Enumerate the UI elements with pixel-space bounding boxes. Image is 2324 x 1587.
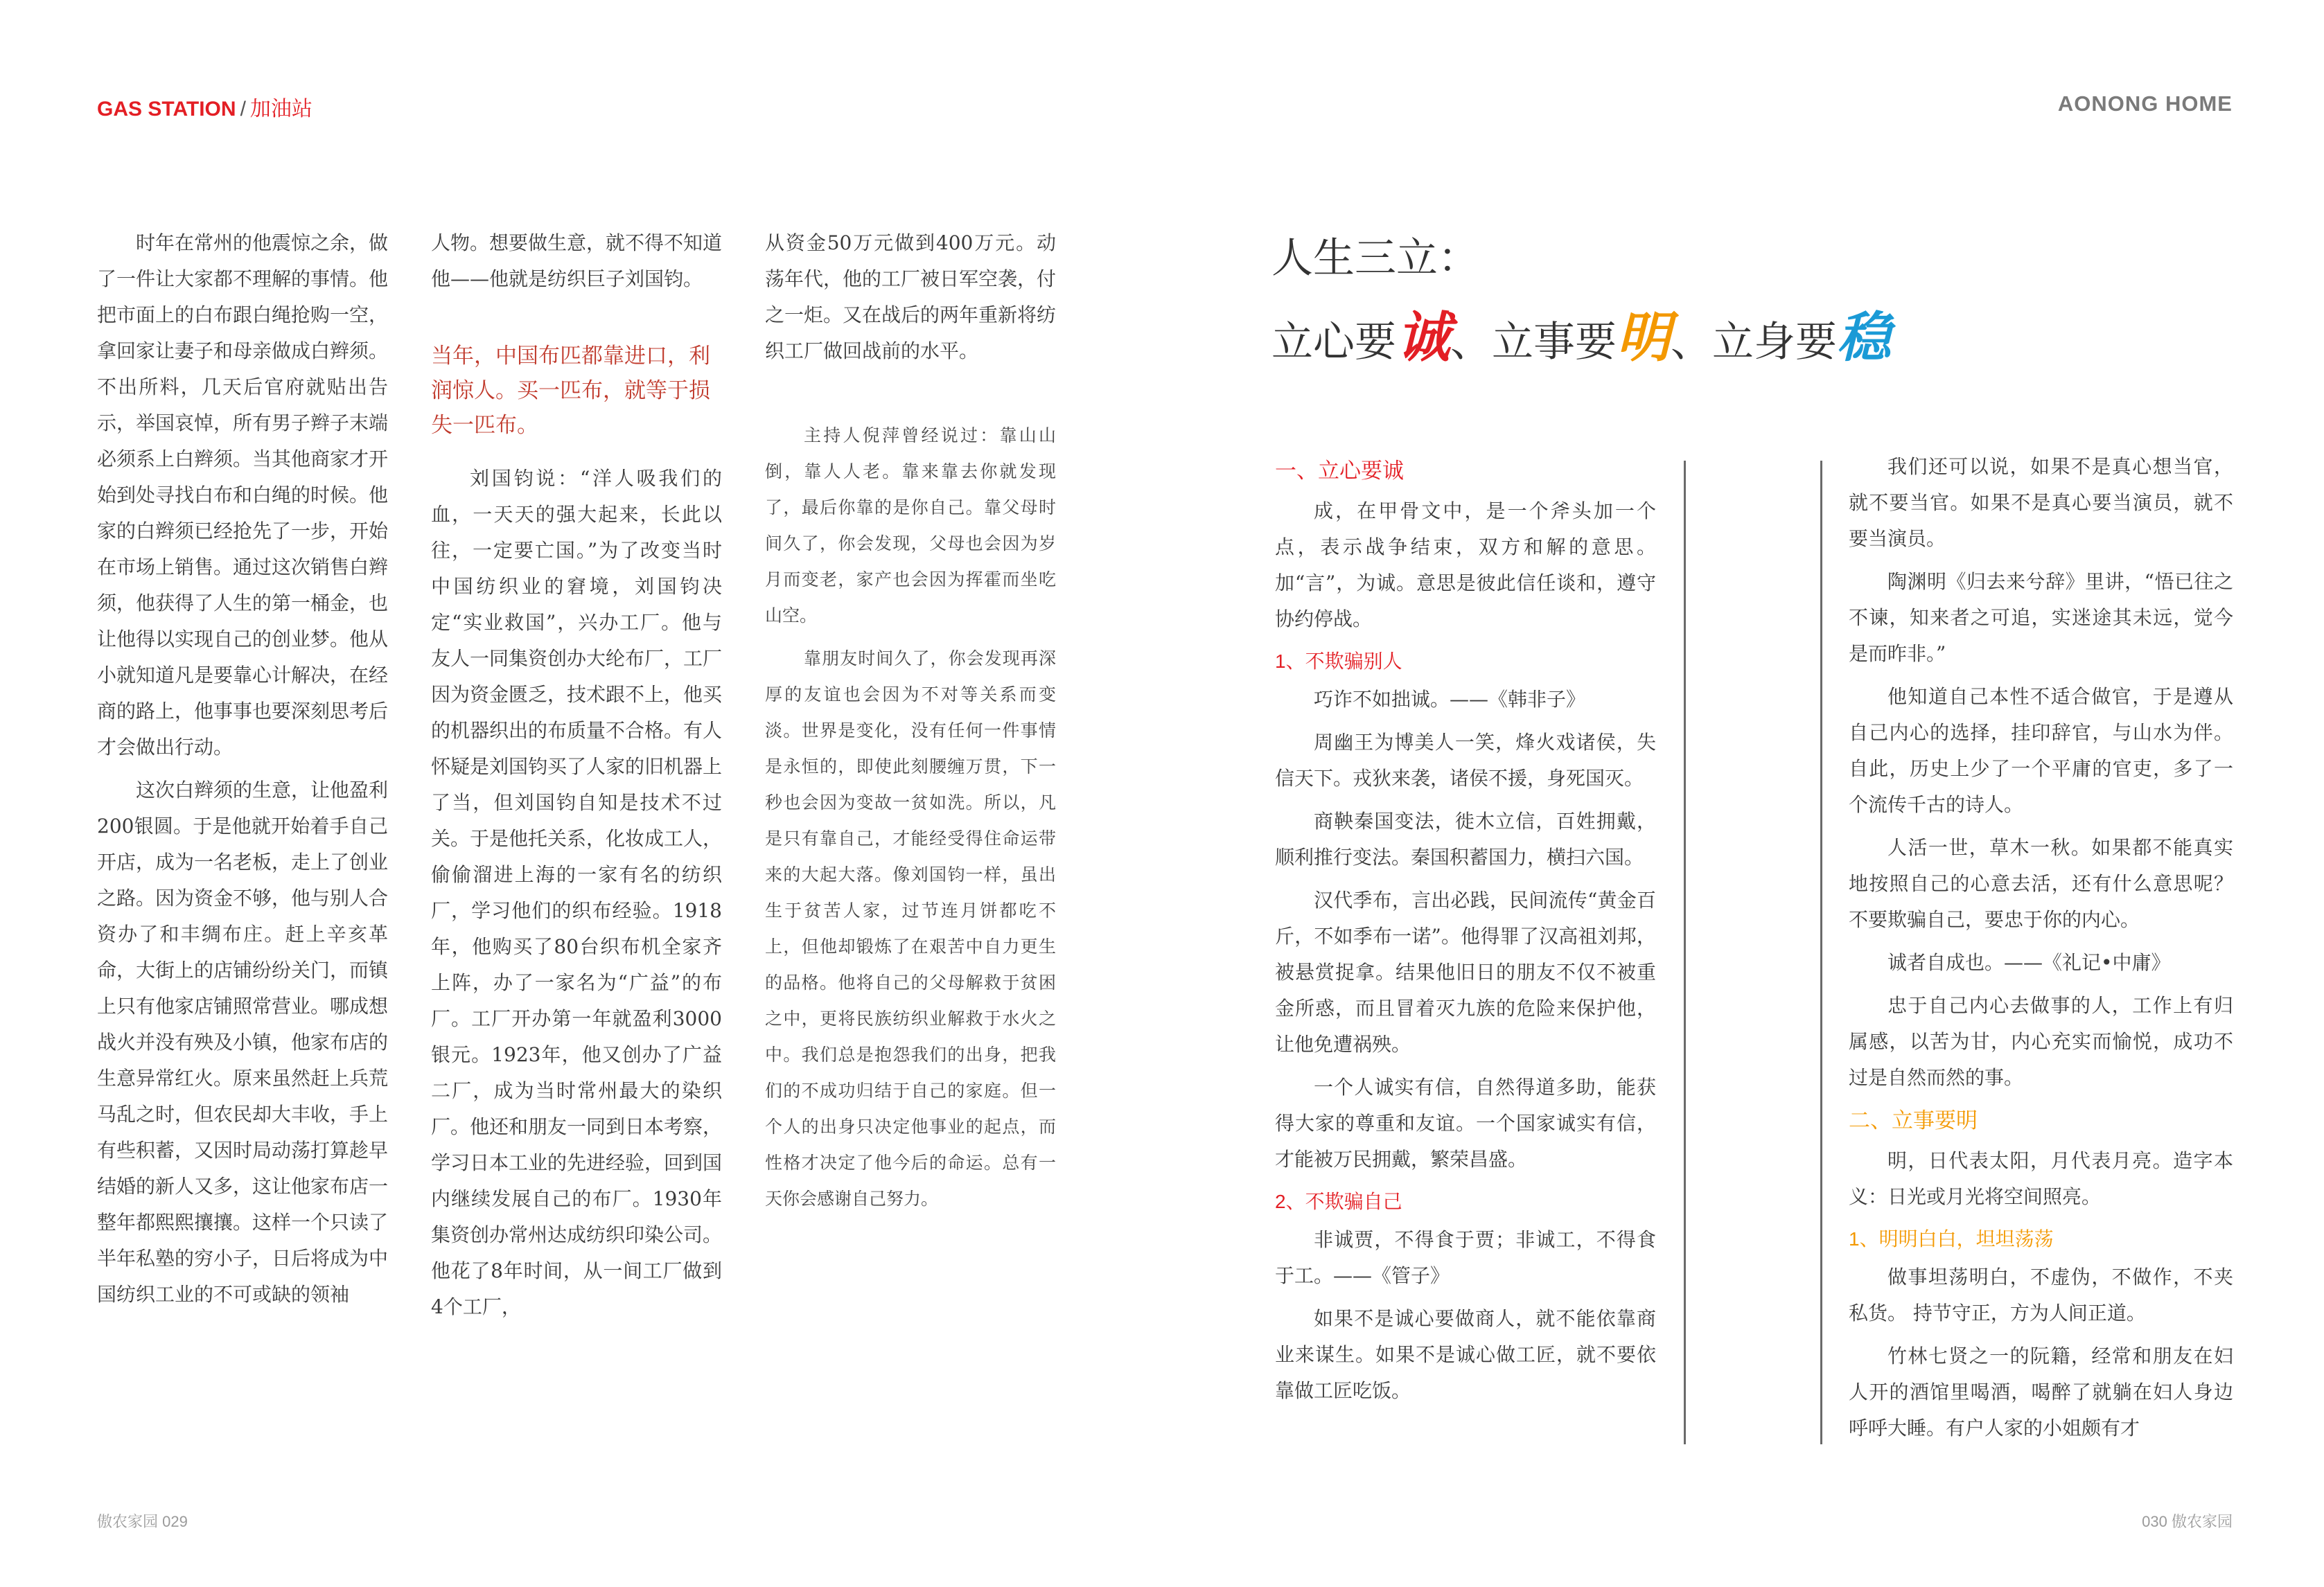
paragraph: 我们还可以说，如果不是真心想当官，就不要当官。如果不是真心要当演员，就不要当演员。 — [1849, 455, 2233, 550]
paragraph: 一个人诚实有信，自然得道多助，能获得大家的尊重和友谊。一个国家诚实有信，才能被万民拥戴，繁荣昌盛。 — [1275, 1076, 1656, 1171]
page-number-left: 傲农家园 029 — [97, 1513, 188, 1530]
section-header-separator: / — [240, 98, 246, 121]
article-title: 人生三立： — [1271, 235, 1479, 281]
column-divider — [1684, 461, 1686, 1444]
paragraph: 人物。想要做生意，就不得不知道他——他就是纺织巨子刘国钧。 — [431, 231, 723, 290]
paragraph: 陶渊明《归去来兮辞》里讲，“悟已往之不谏，知来者之可追，实迷途其未远，觉今是而昨非。” — [1849, 570, 2233, 665]
paragraph: 汉代季布，言出必践，民间流传“黄金百斤，不如季布一诺”。他得罪了汉高祖刘邦，被悬赏捉拿。结果他旧日的朋友不仅不被重金所惑，而且冒着灭九族的危险来保护他，让他免遭祸殃。 — [1275, 889, 1656, 1056]
subtitle-part: 立心要 — [1271, 319, 1396, 365]
paragraph: 巧诈不如拙诚。——《韩非子》 — [1314, 688, 1586, 711]
paragraph: 如果不是诚心要做商人，就不能依靠商业来谋生。如果不是诚心做工匠，就不要依靠做工匠吃饭。 — [1275, 1307, 1656, 1402]
magazine-name: AONONG HOME — [2057, 91, 2233, 116]
paragraph: 诚者自成也。——《礼记•中庸》 — [1887, 951, 2171, 974]
paragraph: 做事坦荡明白，不虚伪，不做作，不夹私货。 持节守正，方为人间正道。 — [1849, 1266, 2233, 1324]
paragraph: 这次白辫须的生意，让他盈利200银圆。于是他就开始着手自己开店，成为一名老板，走上了创业之路。因为资金不够，他与别人合资办了和丰绸布庄。赶上辛亥革命，大街上的店铺纷纷关门，而镇上只有他家店铺照常营业。哪成想战火并没有殃及小镇，他家布店的生意异常红火。原来虽然赶上兵荒马乱之时，但农民却大丰收，手上有些积蓄，又因时局动荡打算趁早结婚的新人又多，这让他家布店一整年都熙熙攘攘。这样一个只读了半年私塾的穷小子，日后将成为中国纺织工业的不可或缺的领袖 — [97, 779, 389, 1306]
paragraph: 从资金50万元做到400万元。动荡年代，他的工厂被日军空袭，付之一炬。又在战后的两年重新将纺织工厂做回战前的水平。 — [765, 231, 1057, 362]
subsection-heading: 1、不欺骗别人 — [1275, 650, 1402, 672]
paragraph: 非诚贾，不得食于贾；非诚工，不得食于工。——《管子》 — [1275, 1228, 1656, 1287]
article-subtitle — [1271, 294, 1891, 372]
left-page-column-2 — [431, 225, 722, 1332]
paragraph: 时年在常州的他震惊之余，做了一件让大家都不理解的事情。他把市面上的白布跟白绳抢购一空，拿回家让妻子和母亲做成白辫须。不出所料，几天后官府就贴出告示，举国哀悼，所有男子辫子末端必须系上白辫须。当其他商家才开始到处寻找白布和白绳的时候。他家的白辫须已经抢先了一步，开始在市场上销售。通过这次销售白辫须，他获得了人生的第一桶金，也让他得以实现自己的创业梦。他从小就知道凡是要靠心计解决，在经商的路上，他事事也要深刻思考后才会做出行动。 — [97, 231, 389, 759]
paragraph: 靠朋友时间久了，你会发现再深厚的友谊也会因为不对等关系而变淡。世界是变化，没有任何一件事情是永恒的，即使此刻腰缠万贯，下一秒也会因为变故一贫如洗。所以，凡是只有靠自己，才能经受得住命运带来的大起大落。像刘国钧一样，虽出生于贫苦人家，过节连月饼都吃不上，但他却锻炼了在艰苦中自力更生的品格。他将自己的父母解救于贫困之中，更将民族纺织业解救于水火之中。我们总是抱怨我们的出身，把我们的不成功归结于自己的家庭。但一个人的出身只决定他事业的起点，而性格才决定了他今后的命运。总有一天你会感谢自己努力。 — [765, 648, 1056, 1209]
column-divider — [1820, 461, 1822, 1444]
section-heading: 一、立心要诚 — [1275, 459, 1404, 483]
pull-quote: 当年，中国布匹都靠进口，利润惊人。买一匹布，就等于损失一匹布。 — [431, 344, 710, 437]
left-page-column-3 — [765, 225, 1056, 1224]
paragraph: 竹林七贤之一的阮籍，经常和朋友在妇人开的酒馆里喝酒，喝醉了就躺在妇人身边呼呼大睡。有户人家的小姐颇有才 — [1849, 1345, 2233, 1439]
section-header-en: GAS STATION — [97, 98, 236, 121]
paragraph: 主持人倪萍曾经说过：靠山山倒，靠人人老。靠来靠去你就发现了，最后你靠的是你自己。靠父母时间久了，你会发现，父母也会因为岁月而变老，家产也会因为挥霍而坐吃山空。 — [765, 425, 1056, 626]
subtitle-keyword-clear: 明 — [1617, 307, 1671, 368]
paragraph: 刘国钧说：“洋人吸我们的血，一天天的强大起来，长此以往，一定要亡国。”为了改变当时中国纺织业的窘境，刘国钧决定“实业救国”，兴办工厂。他与友人一同集资创办大纶布厂，工厂因为资金匮乏，技术跟不上，他买的机器织出的布质量不合格。有人怀疑是刘国钧买了人家的旧机器上了当，但刘国钧自知是技术不过关。于是他托关系，化妆成工人，偷偷溜进上海的一家有名的纺织厂，学习他们的织布经验。1918年，他购买了80台织布机全家齐上阵，办了一家名为“广益”的布厂。工厂开办第一年就盈利3000银元。1923年，他又创办了广益二厂，成为当时常州最大的染织厂。他还和朋友一同到日本考察，学习日本工业的先进经验，回到国内继续发展自己的布厂。1930年集资创办常州达成纺织印染公司。他花了8年时间，从一间工厂做到4个工厂， — [431, 467, 723, 1318]
subsection-heading: 1、明明白白，坦坦荡荡 — [1849, 1228, 2054, 1250]
subsection-heading: 2、不欺骗自己 — [1275, 1191, 1402, 1212]
right-page-column-2 — [1849, 449, 2233, 1453]
section-heading: 二、立事要明 — [1849, 1108, 1978, 1133]
subtitle-keyword-sincere: 诚 — [1396, 307, 1451, 368]
paragraph: 明，日代表太阳，月代表月亮。造字本义：日光或月光将空间照亮。 — [1849, 1149, 2233, 1208]
quote-block — [765, 418, 1056, 1217]
subtitle-keyword-steady: 稳 — [1837, 307, 1892, 368]
paragraph: 人活一世，草木一秋。如果都不能真实地按照自己的心意去活，还有什么意思呢？不要欺骗自己，要忠于你的内心。 — [1849, 836, 2233, 931]
paragraph: 商鞅秦国变法，徙木立信，百姓拥戴，顺利推行变法。秦国积蓄国力，横扫六国。 — [1275, 810, 1656, 869]
paragraph: 忠于自己内心去做事的人，工作上有归属感，以苦为甘，内心充实而愉悦，成功不过是自然而然的事。 — [1849, 994, 2233, 1089]
section-header-cn: 加油站 — [249, 98, 312, 121]
right-page-column-1 — [1275, 449, 1656, 1416]
left-page-column-1 — [97, 225, 388, 1320]
subtitle-part: 、立身要 — [1671, 319, 1838, 365]
subtitle-part: 、立事要 — [1450, 319, 1617, 365]
paragraph: 成，在甲骨文中，是一个斧头加一个点，表示战争结束，双方和解的意思。加“言”，为诚。意思是彼此信任谈和，遵守协约停战。 — [1275, 499, 1656, 630]
paragraph: 周幽王为博美人一笑，烽火戏诸侯，失信天下。戎狄来袭，诸侯不援，身死国灭。 — [1275, 731, 1656, 790]
paragraph: 他知道自己本性不适合做官，于是遵从自己内心的选择，挂印辞官，与山水为伴。自此，历史上少了一个平庸的官吏，多了一个流传千古的诗人。 — [1849, 685, 2233, 816]
section-header — [97, 91, 312, 122]
page-number-right: 030 傲农家园 — [2142, 1513, 2233, 1530]
